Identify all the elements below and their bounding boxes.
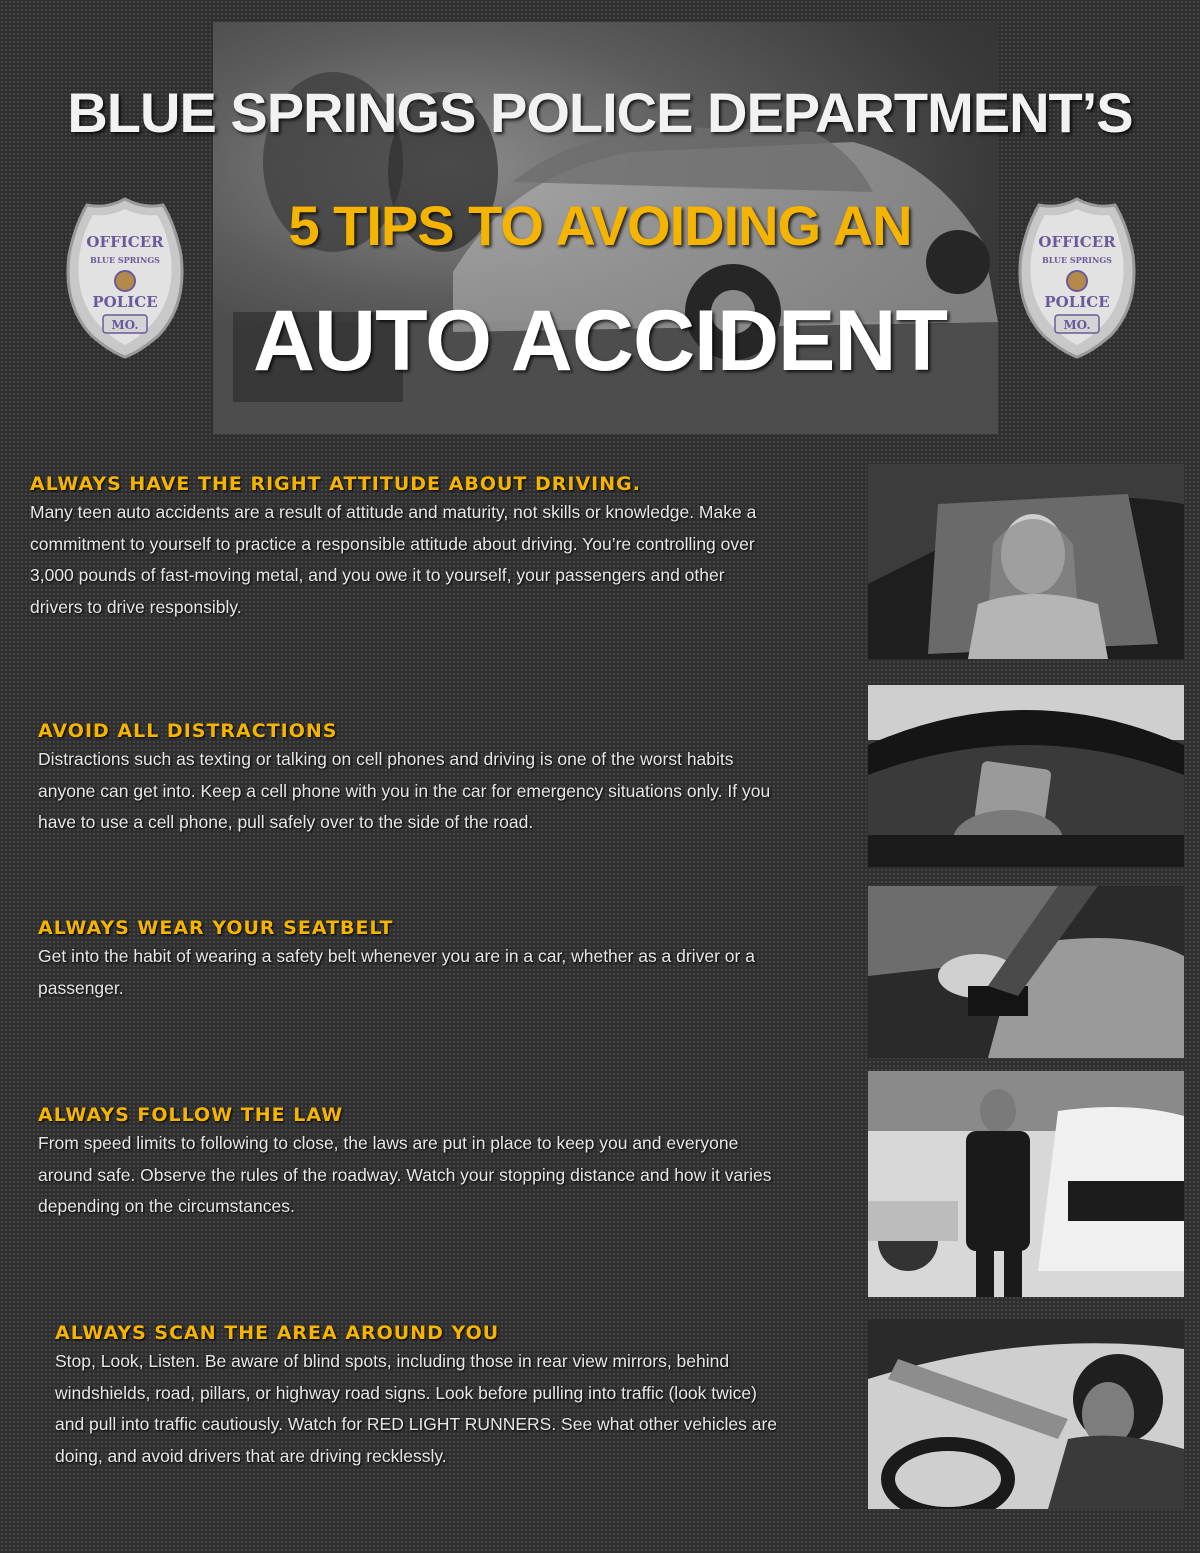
badge-top-text: OFFICER	[1038, 233, 1116, 251]
photo-driver-checking-mirror	[868, 1319, 1184, 1509]
tip-attitude	[30, 473, 775, 623]
badge-top-text: OFFICER	[86, 233, 164, 251]
tip-heading: AVOID ALL DISTRACTIONS	[38, 720, 338, 742]
badge-middle-text: POLICE	[92, 293, 158, 311]
title-line-2: 5 TIPS TO AVOIDING AN	[288, 194, 912, 257]
photo-smiling-driver	[868, 464, 1184, 659]
tip-heading: ALWAYS FOLLOW THE LAW	[38, 1104, 344, 1126]
badge-bottom-text: MO.	[111, 318, 139, 332]
badge-bottom-text: MO.	[1063, 318, 1091, 332]
tip-scan-area	[55, 1322, 780, 1472]
tip-body: Distractions such as texting or talking on cell phones and driving is one of the worst habits anyone can get into. Keep a cell phone with you in the car for emergency situations only. If you have to use a cell phone, pull safely over to the side of the road.	[38, 749, 771, 832]
badge-city-text: BLUE SPRINGS	[1042, 255, 1112, 265]
tip-follow-law	[38, 1104, 778, 1223]
badge-city-text: BLUE SPRINGS	[90, 255, 160, 265]
photo-police-officer	[868, 1071, 1184, 1297]
tip-body: Stop, Look, Listen. Be aware of blind spots, including those in rear view mirrors, behind windshields, road, pillars, or highway road signs. Look before pulling into traffic (look twice) and pull into traffic cautiously. Watch for RED LIGHT RUNNERS. See what other vehicles are doing, and avoid drivers that are driving recklessly.	[55, 1351, 778, 1466]
tip-heading: ALWAYS SCAN THE AREA AROUND YOU	[55, 1322, 500, 1344]
tip-body: Many teen auto accidents are a result of attitude and maturity, not skills or knowledge. Make a commitment to yourself to practice a responsible attitude about driving. You’re controlling over 3,000 pounds of fast-moving metal, and you owe it to yourself, your passengers and other drivers to drive responsibly.	[30, 502, 757, 617]
badge-middle-text: POLICE	[1044, 293, 1110, 311]
tip-body: Get into the habit of wearing a safety belt whenever you are in a car, whether as a driver or a passenger.	[38, 946, 755, 998]
title-line-3: AUTO ACCIDENT	[252, 293, 948, 389]
title-line-1: BLUE SPRINGS POLICE DEPARTMENT’S	[67, 81, 1133, 144]
tip-body: From speed limits to following to close, the laws are put in place to keep you and everyone around safe. Observe the rules of the roadway. Watch your stopping distance and how it varies depending on the circumstances.	[38, 1133, 772, 1216]
photo-fastening-seatbelt	[868, 886, 1184, 1058]
police-badge-icon	[63, 195, 188, 360]
tip-heading: ALWAYS WEAR YOUR SEATBELT	[38, 917, 394, 939]
police-badge-icon	[1015, 195, 1140, 360]
tip-distractions	[38, 720, 778, 839]
tip-seatbelt	[38, 917, 778, 1004]
photo-texting-while-driving	[868, 685, 1184, 867]
tip-heading: ALWAYS HAVE THE RIGHT ATTITUDE ABOUT DRIVING.	[30, 473, 641, 495]
